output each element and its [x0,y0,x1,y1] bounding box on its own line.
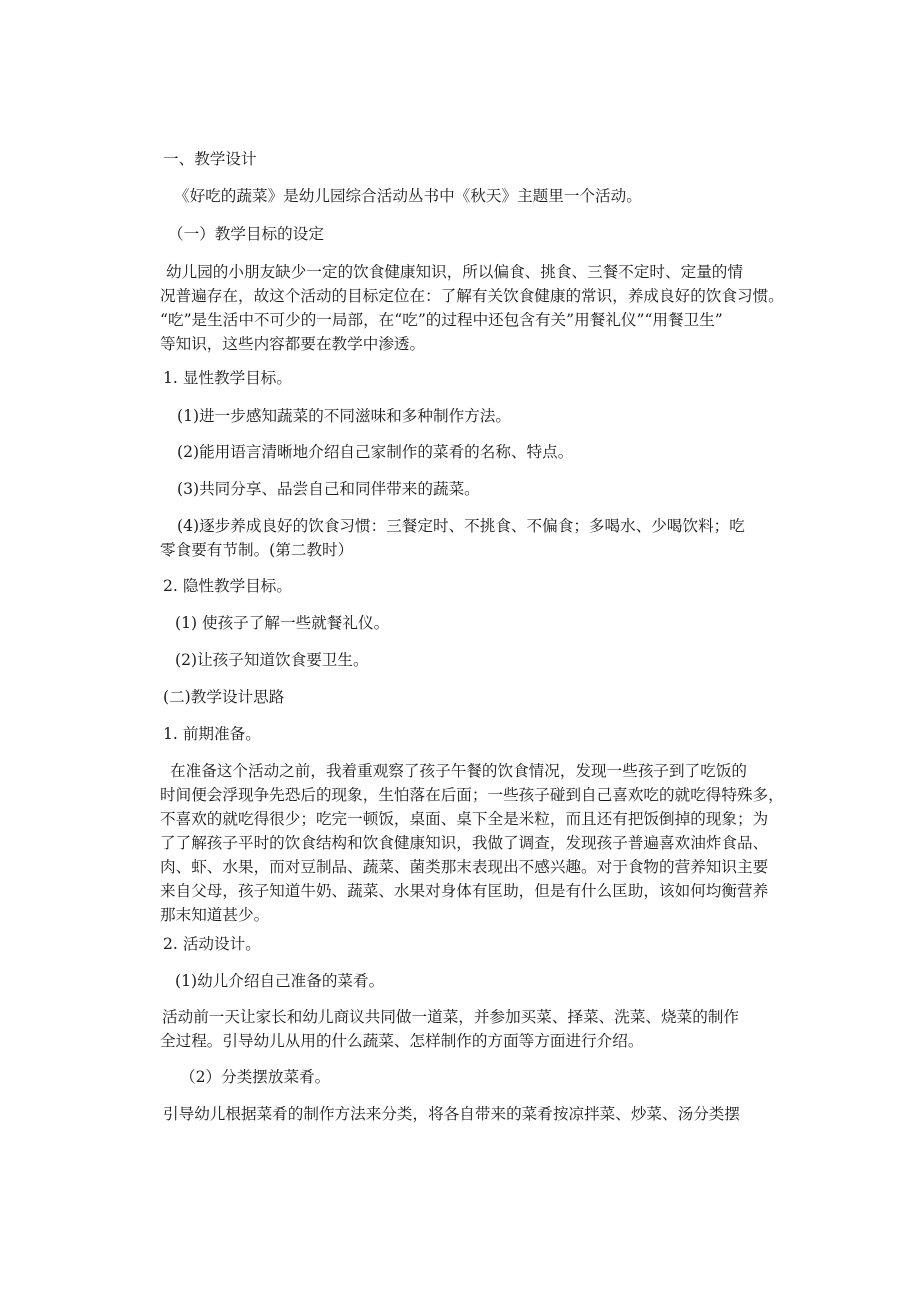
text-line: 零食要有节制。(第二教时） [160,541,354,559]
list-item: (1) 使孩子了解一些就餐礼仪。 [175,614,390,632]
subsection-heading: (二)教学设计思路 [163,688,285,706]
paragraph-classify: 引导幼儿根据菜肴的制作方法来分类，将各自带来的菜肴按凉拌菜、炒菜、汤分类摆 [163,1105,740,1123]
list-item: (3)共同分享、品尝自己和同伴带来的蔬菜。 [177,480,480,498]
section-heading: 一、教学设计 [163,150,257,168]
text-line: 全过程。引导幼儿从用的什么蔬菜、怎样制作的方面等方面进行介绍。 [160,1032,644,1050]
list-item: (1)幼儿介绍自己准备的菜肴。 [175,972,385,990]
text-line: 时间便会浮现争先恐后的现象，生怕落在后面；一些孩子碰到自己喜欢吃的就吃得特殊多， [160,786,784,804]
text-line: 况普遍存在，故这个活动的目标定位在：了解有关饮食健康的常识，养成良好的饮食习惯。 [160,287,784,305]
list-item: (2)让孩子知道饮食要卫生。 [175,651,369,669]
paragraph-goals [160,260,800,356]
list-item [160,514,800,562]
text-line: (4)逐步养成良好的饮食习惯：三餐定时、不挑食、不偏食；多喝水、少喝饮料；吃 [177,517,745,535]
list-heading: 1. 显性教学目标。 [163,369,292,387]
subsection-heading: （一）教学目标的设定 [168,225,324,243]
text-line: 来自父母，孩子知道牛奶、蔬菜、水果对身体有匡助，但是有什么匡助，该如何均衡营养 [160,882,769,900]
text-line: 等知识，这些内容都要在教学中渗透。 [160,335,426,353]
text-line: 活动前一天让家长和幼儿商议共同做一道菜，并参加买菜、择菜、洗菜、烧菜的制作 [162,1008,739,1026]
text-line: “吃”是生活中不可少的一局部，在“吃”的过程中还包含有关”用餐礼仪”“用餐卫生” [160,311,723,329]
list-heading: 2. 活动设计。 [163,935,261,953]
text-line: 了了解孩子平时的饮食结构和饮食健康知识，我做了调查，发现孩子普遍喜欢油炸食品、 [160,834,769,852]
text-line: 不喜欢的就吃得很少；吃完一顿饭，桌面、桌下全是米粒，而且还有把饭倒掉的现象；为 [160,810,769,828]
list-item: (1)进一步感知蔬菜的不同滋味和多种制作方法。 [177,407,511,425]
list-heading: 2. 隐性教学目标。 [163,577,292,595]
list-item: （2）分类摆放菜肴。 [180,1068,331,1086]
paragraph-preparation [160,759,800,927]
intro-paragraph: 《好吃的蔬菜》是幼儿园综合活动丛书中《秋天》主题里一个活动。 [174,187,642,205]
text-line: 在准备这个活动之前，我着重观察了孩子午餐的饮食情况，发现一些孩子到了吃饭的 [170,762,747,780]
list-item: (2)能用语言清晰地介绍自己家制作的菜肴的名称、特点。 [177,443,574,461]
text-line: 幼儿园的小朋友缺少一定的饮食健康知识，所以偏食、挑食、三餐不定时、定量的情 [166,263,743,281]
list-heading: 1. 前期准备。 [163,725,261,743]
text-line: 那末知道甚少。 [160,906,270,924]
paragraph-activity [160,1005,800,1053]
text-line: 肉、虾、水果，而对豆制品、蔬菜、菌类那末表现出不感兴趣。对于食物的营养知识主要 [160,858,769,876]
